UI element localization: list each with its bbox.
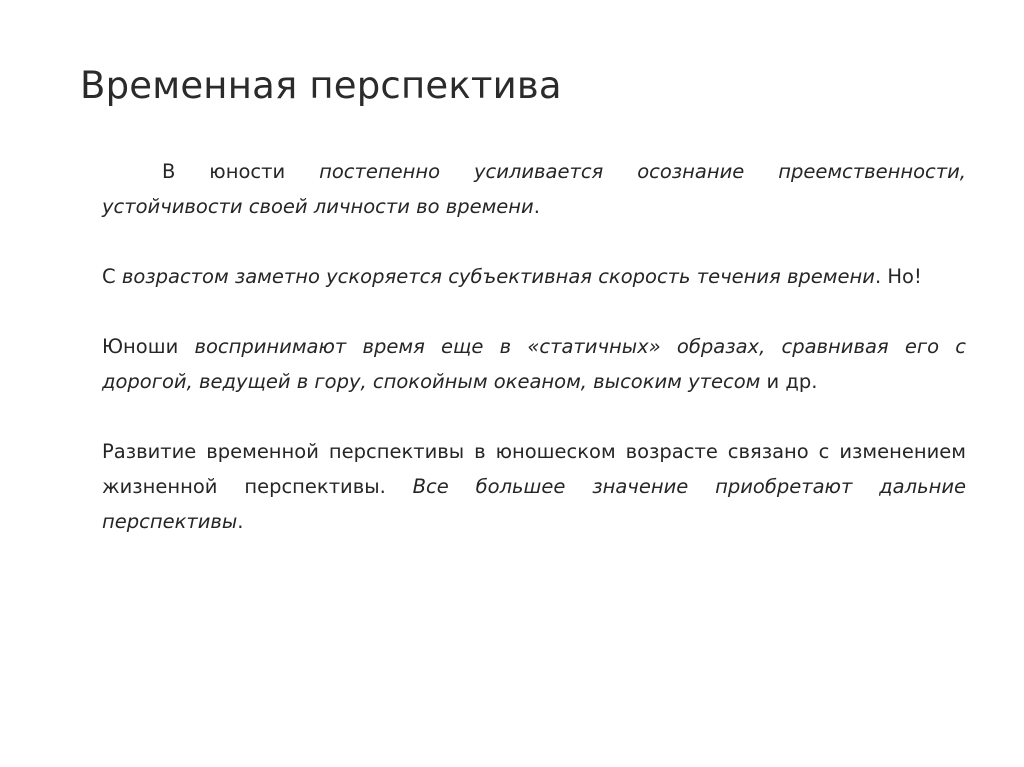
paragraph-text: . [237, 510, 244, 533]
paragraph-static-images [102, 329, 966, 399]
paragraph-text-italic: Все большее значение приобретают дальние перспективы [102, 475, 966, 533]
paragraph-youth-continuity [102, 154, 966, 224]
paragraph-text: Юноши [102, 335, 195, 358]
slide-title: Временная перспектива [80, 64, 562, 107]
paragraph-text-italic: возрастом заметно ускоряется субъективная скорость течения времени [121, 265, 875, 288]
paragraph-text: . Но! [874, 265, 922, 288]
paragraph-text: и др. [760, 370, 818, 393]
paragraph-text-italic: воспринимают время еще в «статичных» образах, сравнивая его с дорогой, ведущей в гору, спокойным океаном, высоким утесом [102, 335, 966, 393]
paragraph-perspective-development [102, 434, 966, 539]
paragraph-text: Развитие временной перспективы в юношеском возрасте связано с изменением жизненной перспективы. [102, 440, 966, 498]
paragraph-text: . [533, 195, 540, 218]
slide-body [102, 154, 966, 574]
paragraph-time-speed [102, 259, 966, 294]
paragraph-text: В юности [162, 160, 320, 183]
paragraph-text: С [102, 265, 122, 288]
paragraph-text-italic: постепенно усиливается осознание преемственности, устойчивости своей личности во времени [102, 160, 966, 218]
